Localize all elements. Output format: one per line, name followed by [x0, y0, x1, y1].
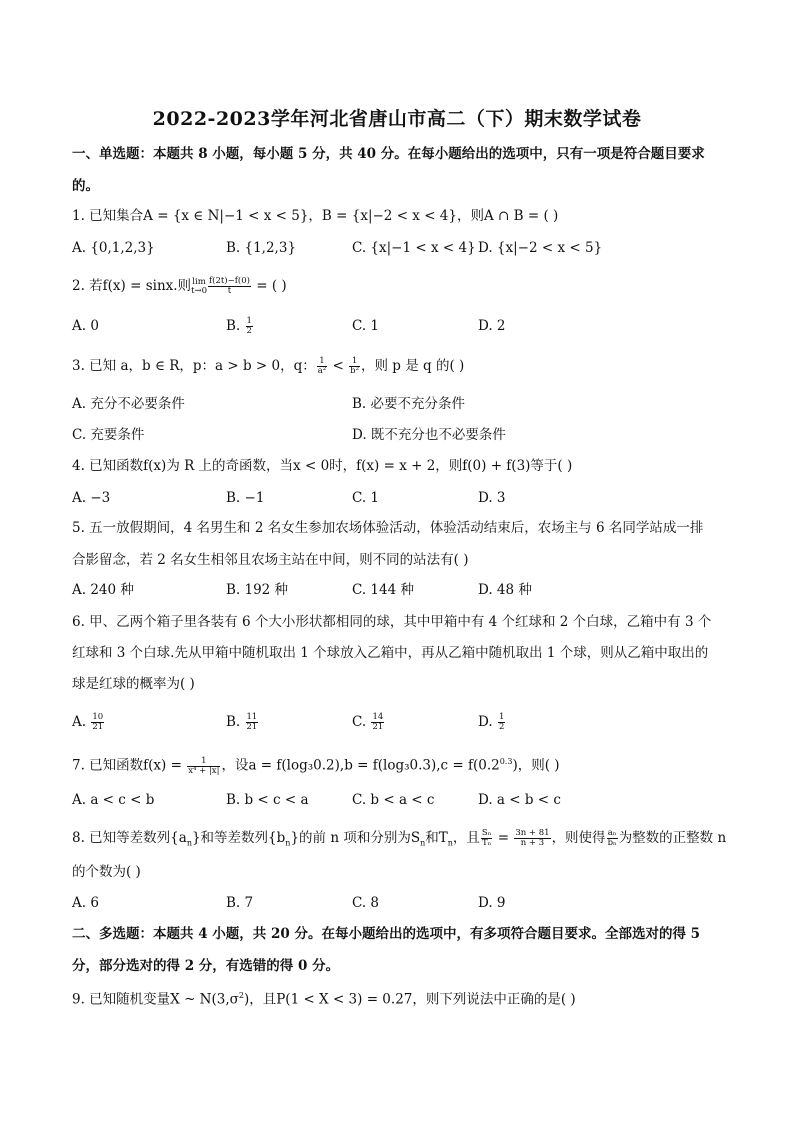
question-7-options: [72, 790, 732, 810]
q6-option-a: [72, 712, 105, 732]
section2-header-line2: 分，部分选对的得 2 分，有选错的得 0 分。: [72, 958, 340, 974]
q3-f2-num: 1: [349, 357, 360, 367]
q1-option-b: B. {1,2,3}: [226, 240, 297, 256]
q8-mid6: ，则使得: [551, 830, 606, 846]
q7-f-num: 1: [187, 757, 220, 767]
q7-fraction: [187, 757, 220, 776]
question-5-line2: 合影留念，若 2 名女生相邻且农场主站在中间，则不同的站法有( ): [72, 552, 469, 568]
q3-frac-1: [317, 357, 327, 376]
q7-exponent: 0.3: [499, 757, 513, 766]
q8-f2-num: 3n + 81: [515, 828, 550, 838]
q2-option-d: D. 2: [478, 318, 506, 334]
q2-option-c: C. 1: [352, 318, 380, 334]
q6-optb-den: 21: [246, 722, 258, 732]
question-2-stem: [72, 276, 287, 296]
q2-option-b: [226, 316, 254, 336]
q8-f3-num: aₙ: [607, 828, 617, 838]
q5-option-b: B. 192 种: [226, 582, 289, 598]
q8-option-b: B. 7: [226, 895, 254, 911]
q6-option-d-fraction: [498, 713, 505, 732]
q7-option-b: B. b < c < a: [226, 792, 309, 808]
q7-option-a: A. a < c < b: [72, 792, 155, 808]
section1-header-line1: 一、单选题：本题共 8 小题，每小题 5 分，共 40 分。在每小题给出的选项中，只有一项是符合题目要求: [72, 146, 705, 162]
q8-f2-den: n + 3: [520, 838, 545, 848]
q8-frac-2: [514, 829, 550, 848]
q2-frac-den: t: [227, 286, 232, 296]
q1-option-c: C. {x|−1 < x < 4}: [352, 240, 476, 256]
q7-post: ，设a = f(log₃0.2),b = f(log₃0.3),c = f(0.2: [221, 757, 500, 774]
q6-optb-num: 11: [246, 712, 258, 722]
question-5-line1: 5. 五一放假期间，4 名男生和 2 名女生参加农场体验活动，体验活动结束后，农场主与 6 名同学站成一排: [72, 520, 704, 536]
q2-option-b-fraction: [246, 317, 253, 336]
question-6-options: [72, 712, 732, 732]
q2-lim-bottom: t→0: [191, 285, 208, 296]
q5-option-d: D. 48 种: [478, 582, 532, 598]
q6-option-b-fraction: [246, 713, 259, 732]
question-6-line2: 红球和 3 个白球.先从甲箱中随机取出 1 个球放入乙箱中，再从乙箱中随机取出 1 个球，则从乙箱中取出的: [72, 645, 709, 661]
question-5-options: [72, 580, 732, 600]
q2-option-a: A. 0: [72, 318, 99, 334]
section2-header-line1: 二、多选题：本题共 4 小题，共 20 分。在每小题给出的选项中，有多项符合题目要求。全部选对的得 5: [72, 926, 701, 942]
q6-option-c-label: C.: [352, 714, 371, 730]
question-8-stem: [72, 828, 726, 854]
question-4-options: [72, 488, 732, 508]
question-6-line3: 球是红球的概率为( ): [72, 676, 195, 692]
q8-sub-1: n: [186, 838, 192, 848]
q4-option-b: B. −1: [226, 490, 265, 506]
q3-pre: 3. 已知 a，b ∈ R，p：a > b > 0，q：: [72, 358, 316, 374]
q1-option-a: A. {0,1,2,3}: [72, 240, 155, 256]
q8-end: 为整数的正整数 n: [618, 830, 727, 846]
q7-option-c: C. b < a < c: [352, 792, 435, 808]
q6-option-c-fraction: [371, 713, 384, 732]
q8-option-a: A. 6: [72, 895, 99, 911]
q2-limit: [191, 278, 207, 296]
question-8-options: [72, 893, 732, 913]
q2-fraction: [208, 277, 251, 296]
q3-f1-den: a²: [317, 366, 327, 376]
q8-sub-4: n: [447, 838, 453, 848]
q3-f2-den: b²: [350, 366, 359, 376]
question-9-stem: [72, 986, 576, 1010]
q1-option-d: D. {x|−2 < x < 5}: [478, 240, 603, 256]
q3-option-c: C. 充要条件: [72, 427, 145, 443]
q5-option-c: C. 144 种: [352, 582, 414, 598]
q3-option-b: B. 必要不充分条件: [352, 396, 466, 412]
q3-f1-num: 1: [317, 357, 327, 367]
question-8-line2: 的个数为( ): [72, 864, 141, 880]
q6-option-b: [226, 712, 259, 732]
q8-mid1: }和等差数列{b: [191, 830, 286, 846]
q2-optb-num: 1: [246, 316, 252, 326]
q8-f1-num: Sₙ: [481, 828, 492, 838]
q9-post: )，且P(1 < X < 3) = 0.27，则下列说法中正确的是( ): [243, 991, 576, 1008]
q8-f1-den: Tₙ: [481, 838, 492, 848]
section1-header-line2: 的。: [72, 178, 99, 194]
q2-option-b-label: B.: [226, 318, 245, 334]
q6-option-c: [352, 712, 385, 732]
q2-optb-den: 2: [246, 326, 252, 336]
q5-option-a: A. 240 种: [72, 582, 134, 598]
q3-option-d: D. 既不充分也不必要条件: [352, 427, 506, 443]
q2-post: = ( ): [251, 278, 287, 294]
q8-option-d: D. 9: [478, 895, 506, 911]
q2-frac-num: f(2t)−f(0): [209, 276, 250, 286]
question-3-stem: [72, 356, 464, 376]
question-3-options-row2: [72, 425, 732, 445]
q8-mid3: 和T: [425, 830, 448, 846]
q6-optd-num: 1: [498, 712, 505, 722]
question-2-options: [72, 316, 732, 336]
q6-option-a-fraction: [91, 713, 104, 732]
q2-lim-top: lim: [192, 276, 206, 287]
q4-option-d: D. 3: [478, 490, 506, 506]
q8-sub-2: n: [285, 838, 291, 848]
question-4-stem: 4. 已知函数f(x)为 R 上的奇函数，当x < 0时，f(x) = x + 2，则f(0) + f(3)等于( ): [72, 458, 573, 474]
q7-pre: 7. 已知函数f(x) =: [72, 757, 187, 774]
q3-mid: <: [328, 358, 349, 374]
q6-opta-num: 10: [92, 712, 104, 722]
q3-post: ，则 p 是 q 的( ): [361, 358, 465, 374]
question-1-stem: 1. 已知集合A = {x ∈ N|−1 < x < 5}，B = {x|−2 < x < 4}，则A ∩ B = ( ): [72, 208, 559, 224]
q6-option-d: [478, 712, 506, 732]
q6-optc-num: 14: [372, 712, 384, 722]
q6-option-a-label: A.: [72, 714, 91, 730]
q7-f-den: x⁴ + |x|: [188, 765, 220, 776]
q2-pre: 2. 若f(x) = sinx.则: [72, 278, 192, 294]
q4-option-a: A. −3: [72, 490, 111, 506]
question-6-line1: 6. 甲、乙两个箱子里各装有 6 个大小形状都相同的球，其中甲箱中有 4 个红球和 2 个白球，乙箱中有 3 个: [72, 614, 712, 630]
q8-f3-den: bₙ: [607, 838, 617, 848]
q6-optd-den: 2: [498, 722, 505, 732]
q8-frac-3: [607, 829, 618, 848]
question-1-options: [72, 238, 732, 258]
q8-pre: 8. 已知等差数列{a: [72, 830, 187, 846]
q8-mid5: =: [493, 830, 514, 846]
q6-option-d-label: D.: [478, 714, 497, 730]
q3-option-a: A. 充分不必要条件: [72, 396, 185, 412]
q8-sub-3: n: [420, 838, 426, 848]
q6-optc-den: 21: [372, 722, 384, 732]
q9-pre: 9. 已知随机变量X ~ N(3,σ: [72, 991, 239, 1008]
q3-frac-2: [349, 357, 360, 376]
q7-end: )，则( ): [512, 757, 560, 774]
question-7-stem: [72, 752, 560, 776]
question-3-options-row1: [72, 394, 732, 414]
q6-opta-den: 21: [92, 722, 104, 732]
q8-option-c: C. 8: [352, 895, 380, 911]
page-title: 2022-2023学年河北省唐山市高二（下）期末数学试卷: [152, 108, 642, 130]
q8-frac-1: [481, 829, 493, 848]
q8-mid2: }的前 n 项和分别为S: [290, 830, 421, 846]
q7-option-d: D. a < b < c: [478, 792, 561, 808]
q4-option-c: C. 1: [352, 490, 380, 506]
q8-mid4: ，且: [452, 830, 480, 846]
q9-exponent: 2: [238, 991, 244, 1000]
q6-option-b-label: B.: [226, 714, 245, 730]
